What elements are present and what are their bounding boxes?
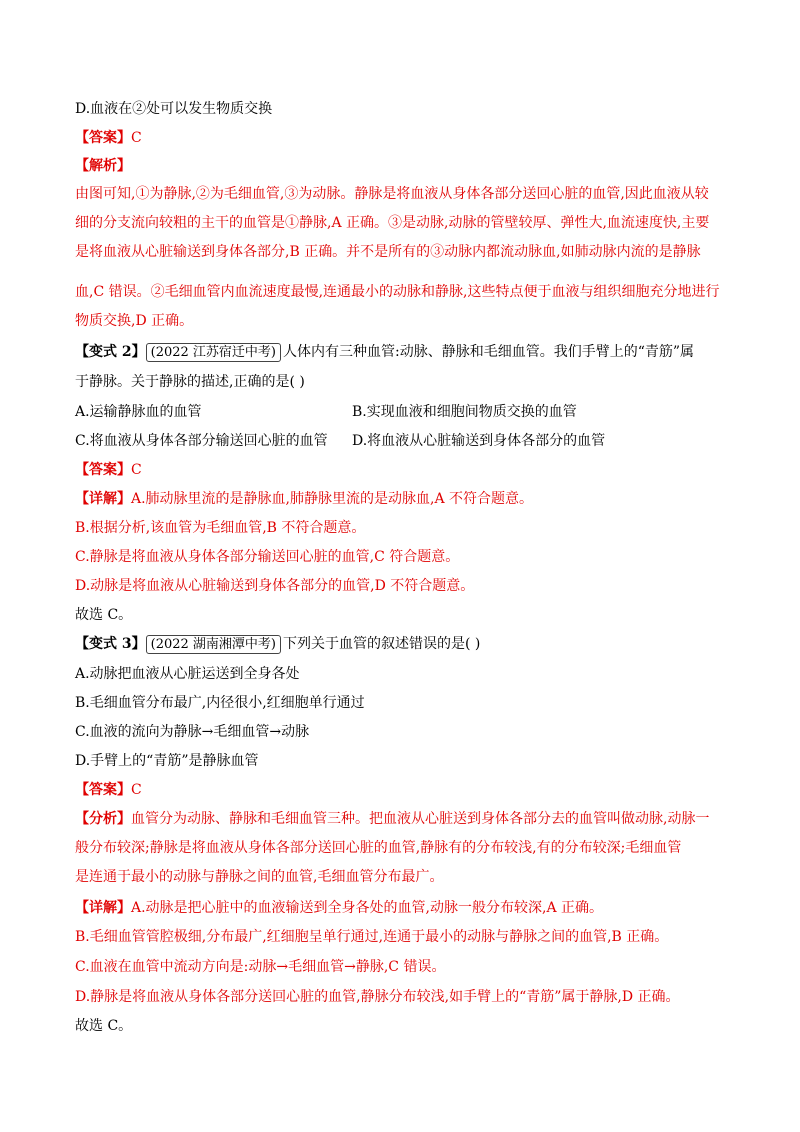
q2-source-badge: (2022 江苏宿迁中考) bbox=[146, 343, 281, 362]
answer-value: C bbox=[131, 782, 142, 798]
q3-option-b: B.毛细血管分布最广,内径很小,红细胞单行通过 bbox=[75, 695, 365, 711]
q3-detail-b: B.毛细血管管腔极细,分布最广,红细胞呈单行通过,连通于最小的动脉与静脉之间的血管,B 正确。 bbox=[75, 929, 669, 945]
q2-option-b: B.实现血液和细胞间物质交换的血管 bbox=[352, 404, 577, 420]
answer-label: 【答案】 bbox=[75, 130, 131, 146]
q3-tag: 【变式 3】 bbox=[75, 636, 146, 652]
prev-analysis-line: 由图可知,①为静脉,②为毛细血管,③为动脉。静脉是将血液从身体各部分送回心脏的血管,因此血液从较 bbox=[75, 186, 709, 202]
q2-option-a: A.运输静脉血的血管 bbox=[75, 404, 202, 420]
q2-tag: 【变式 2】 bbox=[75, 344, 146, 360]
detail-label: 【详解】 bbox=[75, 491, 131, 507]
q3-detail-a: A.动脉是把心脏中的血液输送到全身各处的血管,动脉一般分布较深,A 正确。 bbox=[131, 900, 604, 916]
q2-stem-line-1 bbox=[75, 342, 738, 362]
q2-detail-line bbox=[75, 489, 738, 509]
prev-option-d: D.血液在②处可以发生物质交换 bbox=[75, 101, 273, 117]
q3-stem-text: 下列关于血管的叙述错误的是( ) bbox=[283, 636, 481, 652]
q3-detail-line bbox=[75, 898, 738, 918]
q3-answer bbox=[75, 780, 738, 800]
answer-label: 【答案】 bbox=[75, 462, 131, 478]
q3-source-badge: (2022 湖南湘潭中考) bbox=[146, 635, 281, 654]
prev-analysis-line: 是将血液从心脏输送到身体各部分,B 正确。并不是所有的③动脉内都流动脉血,如肺动脉内流的是静脉 bbox=[75, 244, 701, 260]
q3-analysis-line: 是连通于最小的动脉与静脉之间的血管,毛细血管分布最广。 bbox=[75, 869, 444, 885]
q2-option-c: C.将血液从身体各部分输送回心脏的血管 bbox=[75, 433, 328, 449]
q2-answer bbox=[75, 460, 738, 480]
q2-options-row-2 bbox=[75, 431, 738, 451]
q3-analysis-text: 血管分为动脉、静脉和毛细血管三种。把血液从心脏送到身体各部分去的血管叫做动脉,动脉一 bbox=[131, 811, 710, 827]
prev-analysis-label: 【解析】 bbox=[75, 158, 131, 174]
q3-option-a: A.动脉把血液从心脏运送到全身各处 bbox=[75, 666, 300, 682]
q3-detail-c: C.血液在血管中流动方向是:动脉→毛细血管→静脉,C 错误。 bbox=[75, 959, 446, 975]
answer-value: C bbox=[131, 462, 142, 478]
q3-analysis-line bbox=[75, 809, 738, 829]
q2-option-d: D.将血液从心脏输送到身体各部分的血管 bbox=[352, 433, 606, 449]
q2-stem-text: 人体内有三种血管:动脉、静脉和毛细血管。我们手臂上的“青筋”属 bbox=[283, 344, 695, 360]
detail-label: 【详解】 bbox=[75, 900, 131, 916]
q2-options-row-1 bbox=[75, 402, 738, 422]
q2-detail-c: C.静脉是将血液从身体各部分输送回心脏的血管,C 符合题意。 bbox=[75, 549, 460, 565]
q3-stem-line bbox=[75, 634, 738, 654]
q3-conclusion: 故选 C。 bbox=[75, 1018, 133, 1034]
answer-value: C bbox=[131, 130, 142, 146]
q2-detail-d: D.动脉是将血液从心脏输送到身体各部分的血管,D 不符合题意。 bbox=[75, 578, 475, 594]
answer-label: 【答案】 bbox=[75, 782, 131, 798]
q3-detail-d: D.静脉是将血液从身体各部分送回心脏的血管,静脉分布较浅,如手臂上的“青筋”属于静脉,D 正确。 bbox=[75, 989, 680, 1005]
q2-conclusion: 故选 C。 bbox=[75, 607, 133, 623]
prev-analysis-line: 物质交换,D 正确。 bbox=[75, 313, 194, 329]
q3-analysis-line: 般分布较深;静脉是将血液从身体各部分送回心脏的血管,静脉有的分布较浅,有的分布较深;毛细血管 bbox=[75, 840, 682, 856]
q2-detail-a: A.肺动脉里流的是静脉血,肺静脉里流的是动脉血,A 不符合题意。 bbox=[131, 491, 534, 507]
q2-stem-line-2: 于静脉。关于静脉的描述,正确的是( ) bbox=[75, 374, 305, 390]
q3-option-d: D.手臂上的“青筋”是静脉血管 bbox=[75, 753, 259, 769]
analysis-label: 【分析】 bbox=[75, 811, 131, 827]
prev-analysis-line: 细的分支流向较粗的主干的血管是①静脉,A 正确。③是动脉,动脉的管壁较厚、弹性大,血流速度快,主要 bbox=[75, 215, 710, 231]
prev-answer bbox=[75, 128, 738, 148]
q3-option-c: C.血液的流向为静脉→毛细血管→动脉 bbox=[75, 724, 310, 740]
q2-detail-b: B.根据分析,该血管为毛细血管,B 不符合题意。 bbox=[75, 520, 366, 536]
prev-analysis-line: 血,C 错误。②毛细血管内血流速度最慢,连通最小的动脉和静脉,这些特点便于血液与组织细胞充分地进行 bbox=[75, 284, 720, 300]
